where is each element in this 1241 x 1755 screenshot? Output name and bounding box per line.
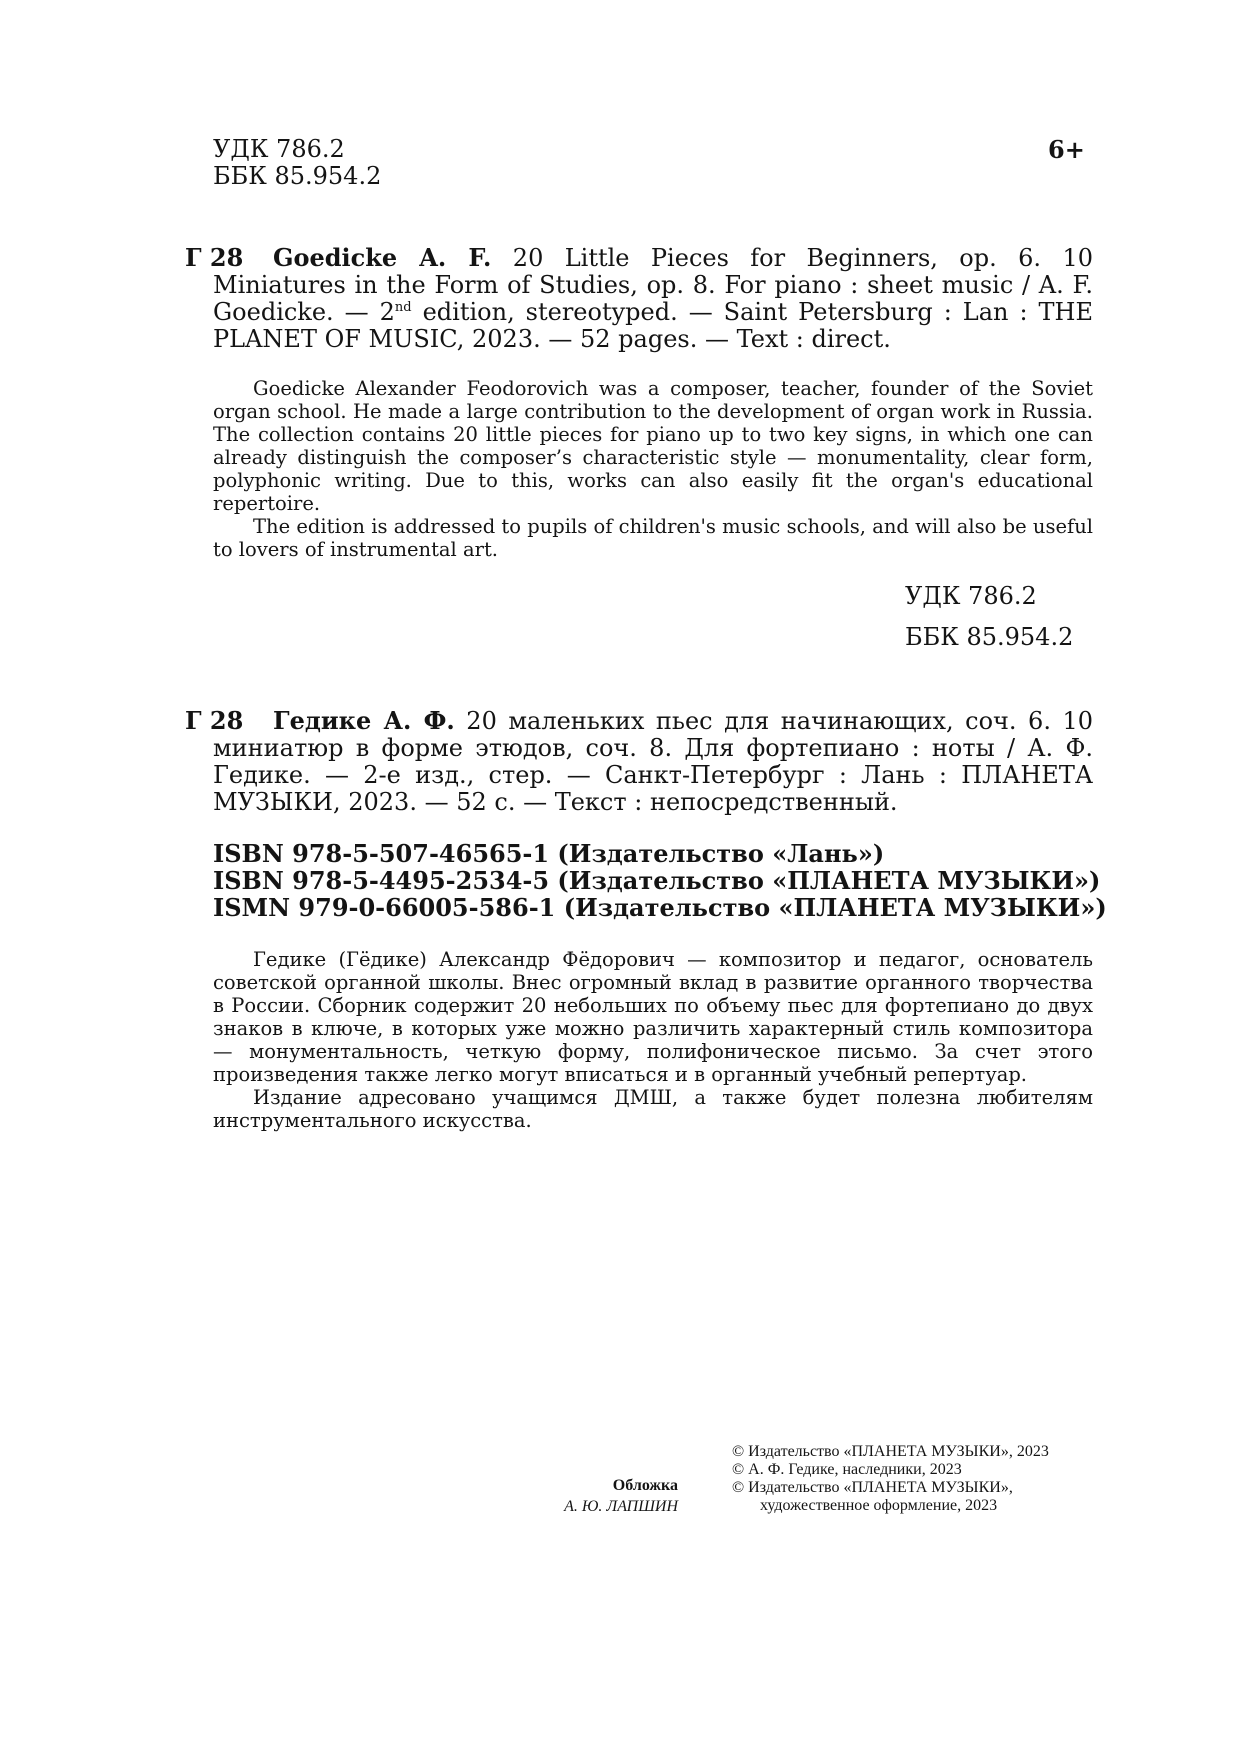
russian-abstract xyxy=(213,948,1093,1132)
english-author: Goedicke A. F. xyxy=(273,243,492,272)
header-bbk: ББК 85.954.2 xyxy=(213,162,382,190)
copyright-line: © А. Ф. Гедике, наследники, 2023 xyxy=(732,1461,962,1478)
english-udk: УДК 786.2 xyxy=(905,582,1037,610)
copyright-line: © Издательство «ПЛАНЕТА МУЗЫКИ», 2023 xyxy=(732,1443,1049,1460)
english-abstract-paragraph: The edition is addressed to pupils of children's music schools, and will also be useful to lovers of instrumental art. xyxy=(213,515,1093,561)
isbn-lan: ISBN 978-5-507-46565-1 (Издательство «Лань») xyxy=(213,839,885,868)
english-citation-main: 20 Little Pieces for Beginners, op. 6. 10 Miniatures in the Form of Studies, op. 8. For piano : sheet music / A. F. Goedicke. — 2 xyxy=(213,244,1093,326)
russian-abstract-paragraph: Гедике (Гёдике) Александр Фёдорович — композитор и педагог, основатель советской органной школы. Внес огромный вклад в развитие органного творчества в России. Сборник содержит 20 небольших по объему пьес для фортепиано до двух знаков в ключе, в которых уже можно различить характерный стиль композитора — монументальность, четкую форму, полифоническое письмо. За счет этого произведения также легко могут вписаться и в органный учебный репертуар. xyxy=(213,948,1093,1086)
russian-citation xyxy=(213,707,1093,816)
english-entry-code: Г 28 xyxy=(185,243,244,272)
english-citation-superscript: nd xyxy=(394,300,412,315)
english-bbk: ББК 85.954.2 xyxy=(905,623,1074,651)
cover-artist: А. Ю. ЛАПШИН xyxy=(564,1498,678,1515)
russian-entry-code: Г 28 xyxy=(185,706,244,735)
english-abstract xyxy=(213,377,1093,561)
header-udk: УДК 786.2 xyxy=(213,135,345,163)
copyright-block xyxy=(732,1443,1097,1515)
english-abstract-paragraph: Goedicke Alexander Feodorovich was a composer, teacher, founder of the Soviet organ school. He made a large contribution to the development of organ work in Russia. The collection contains 20 little pieces for piano up to two key signs, in which one can already distinguish the composer’s characteristic style — monumentality, clear form, polyphonic writing. Due to this, works can also easily fit the organ's educational repertoire. xyxy=(213,377,1093,515)
russian-citation-text: 20 маленьких пьес для начинающих, соч. 6. 10 миниатюр в форме этюдов, соч. 8. Для фортепиано : ноты / А. Ф. Гедике. — 2-е изд., стер. — Санкт-Петербург : Лань : ПЛАНЕТА МУЗЫКИ, 2023. — 52 с. — Текст : непосредственный. xyxy=(213,707,1094,816)
cover-label: Обложка xyxy=(612,1477,678,1494)
copyright-line: © Издательство «ПЛАНЕТА МУЗЫКИ», художественное оформление, 2023 xyxy=(732,1479,1013,1514)
age-rating: 6+ xyxy=(1048,135,1085,164)
ismn-planet: ISMN 979-0-66005-586-1 (Издательство «ПЛАНЕТА МУЗЫКИ») xyxy=(213,893,1107,922)
english-citation xyxy=(213,244,1093,353)
russian-abstract-paragraph: Издание адресовано учащимся ДМШ, а также будет полезна любителям инструментального искусства. xyxy=(213,1086,1093,1132)
isbn-planet: ISBN 978-5-4495-2534-5 (Издательство «ПЛАНЕТА МУЗЫКИ») xyxy=(213,866,1101,895)
english-citation-rest: edition, stereotyped. — Saint Petersburg : Lan : THE PLANET OF MUSIC, 2023. — 52 pages. — Text : direct. xyxy=(213,298,1093,353)
russian-author: Гедике А. Ф. xyxy=(273,706,455,735)
